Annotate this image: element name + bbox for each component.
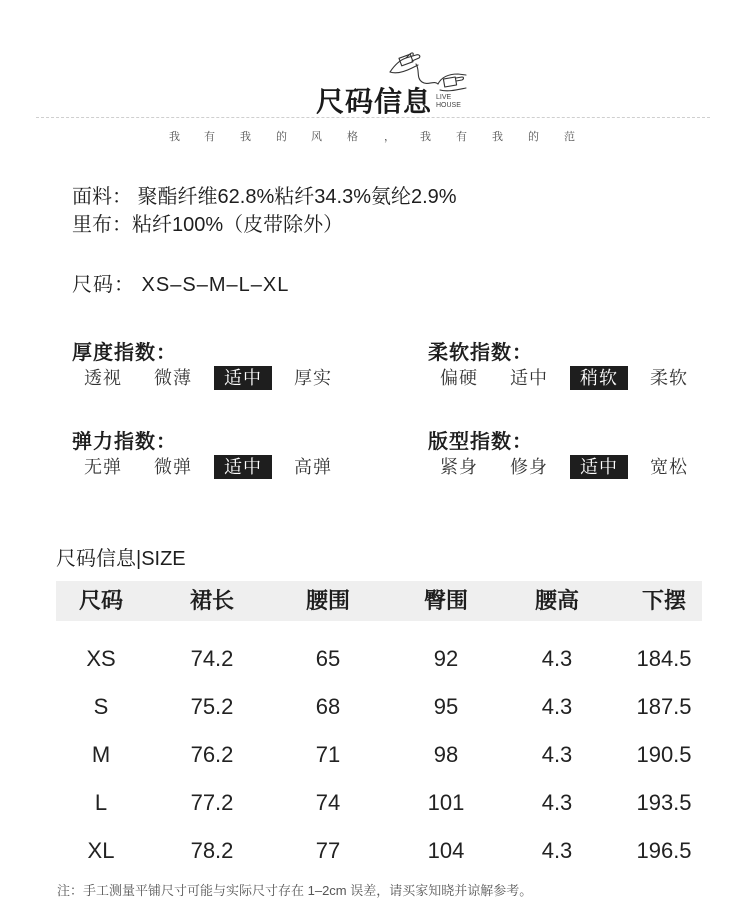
table-cell: 74 xyxy=(315,790,341,815)
index-option-selected: 适中 xyxy=(214,366,272,390)
slogan-char: 有 xyxy=(456,131,467,143)
table-cell: S xyxy=(93,694,109,719)
table-cell: 95 xyxy=(433,694,459,719)
thickness-index-title: 厚度指数： xyxy=(72,342,177,364)
table-cell: 98 xyxy=(433,742,459,767)
column-header: 臀围 xyxy=(423,588,468,613)
index-option: 透视 xyxy=(84,368,122,388)
index-option: 无弹 xyxy=(84,457,122,477)
table-cell: 77.2 xyxy=(190,790,234,815)
fit-index-title: 版型指数： xyxy=(428,431,533,453)
header-divider xyxy=(36,117,710,118)
table-cell: 4.3 xyxy=(541,742,573,767)
slogan-char: 我 xyxy=(240,131,251,143)
table-cell: 184.5 xyxy=(636,646,692,671)
index-option: 适中 xyxy=(510,368,548,388)
index-option-selected: 稍软 xyxy=(570,366,628,390)
table-cell: 4.3 xyxy=(541,838,573,863)
table-cell: 76.2 xyxy=(190,742,234,767)
size-range: 尺码： XS–S–M–L–XL xyxy=(72,274,290,296)
slogan-char: ， xyxy=(384,131,395,143)
table-cell: 74.2 xyxy=(190,646,234,671)
index-option-selected: 适中 xyxy=(570,455,628,479)
slogan-char: 格 xyxy=(347,131,358,143)
index-option: 紧身 xyxy=(440,457,478,477)
fabric-composition: 面料： 聚酯纤维62.8%粘纤34.3%氨纶2.9% xyxy=(72,186,457,208)
table-cell: XL xyxy=(87,838,115,863)
size-table-heading: 尺码信息|SIZE xyxy=(56,548,186,570)
table-cell: M xyxy=(91,742,111,767)
table-cell: 68 xyxy=(315,694,341,719)
column-header: 腰高 xyxy=(534,588,579,613)
softness-index-title: 柔软指数： xyxy=(428,342,533,364)
column-header: 腰围 xyxy=(305,588,350,613)
index-option: 偏硬 xyxy=(440,368,478,388)
table-cell: 4.3 xyxy=(541,694,573,719)
slogan-char: 我 xyxy=(492,131,503,143)
table-cell: 187.5 xyxy=(636,694,692,719)
index-option: 高弹 xyxy=(294,457,332,477)
table-cell: 65 xyxy=(315,646,341,671)
index-option-selected: 适中 xyxy=(214,455,272,479)
table-cell: 78.2 xyxy=(190,838,234,863)
table-cell: L xyxy=(94,790,108,815)
brand-tag-line2: HOUSE xyxy=(436,102,461,109)
table-cell: 196.5 xyxy=(636,838,692,863)
elasticity-index-title: 弹力指数： xyxy=(72,431,177,453)
slogan-char: 我 xyxy=(169,131,180,143)
table-cell: 92 xyxy=(433,646,459,671)
column-header: 裙长 xyxy=(189,588,234,613)
slogan xyxy=(0,128,750,144)
table-cell: 75.2 xyxy=(190,694,234,719)
table-cell: 4.3 xyxy=(541,790,573,815)
slogan-char: 风 xyxy=(311,131,322,143)
index-option: 微薄 xyxy=(154,368,192,388)
table-cell: 190.5 xyxy=(636,742,692,767)
table-cell: 4.3 xyxy=(541,646,573,671)
table-cell: XS xyxy=(86,646,116,671)
table-cell: 71 xyxy=(315,742,341,767)
column-header: 下摆 xyxy=(641,588,686,613)
column-header: 尺码 xyxy=(78,588,123,613)
slogan-char: 的 xyxy=(276,131,287,143)
slogan-char: 有 xyxy=(204,131,215,143)
slogan-char: 我 xyxy=(420,131,431,143)
brand-tag xyxy=(436,94,461,110)
brand-tag-line1: LIVE xyxy=(436,94,452,101)
index-option: 修身 xyxy=(510,457,548,477)
measurement-note: 注：手工测量平铺尺寸可能与实际尺寸存在 1–2cm 误差，请买家知晓并谅解参考。 xyxy=(57,883,533,898)
index-option: 厚实 xyxy=(294,368,332,388)
index-option: 微弹 xyxy=(154,457,192,477)
table-cell: 101 xyxy=(427,790,465,815)
slogan-char: 的 xyxy=(528,131,539,143)
table-cell: 193.5 xyxy=(636,790,692,815)
index-option: 宽松 xyxy=(650,457,688,477)
slogan-char: 范 xyxy=(564,131,575,143)
index-option: 柔软 xyxy=(650,368,688,388)
table-cell: 104 xyxy=(427,838,465,863)
table-cell: 77 xyxy=(315,838,341,863)
lining-composition: 里布：粘纤100%（皮带除外） xyxy=(72,214,344,236)
page-title: 尺码信息 xyxy=(316,86,433,117)
